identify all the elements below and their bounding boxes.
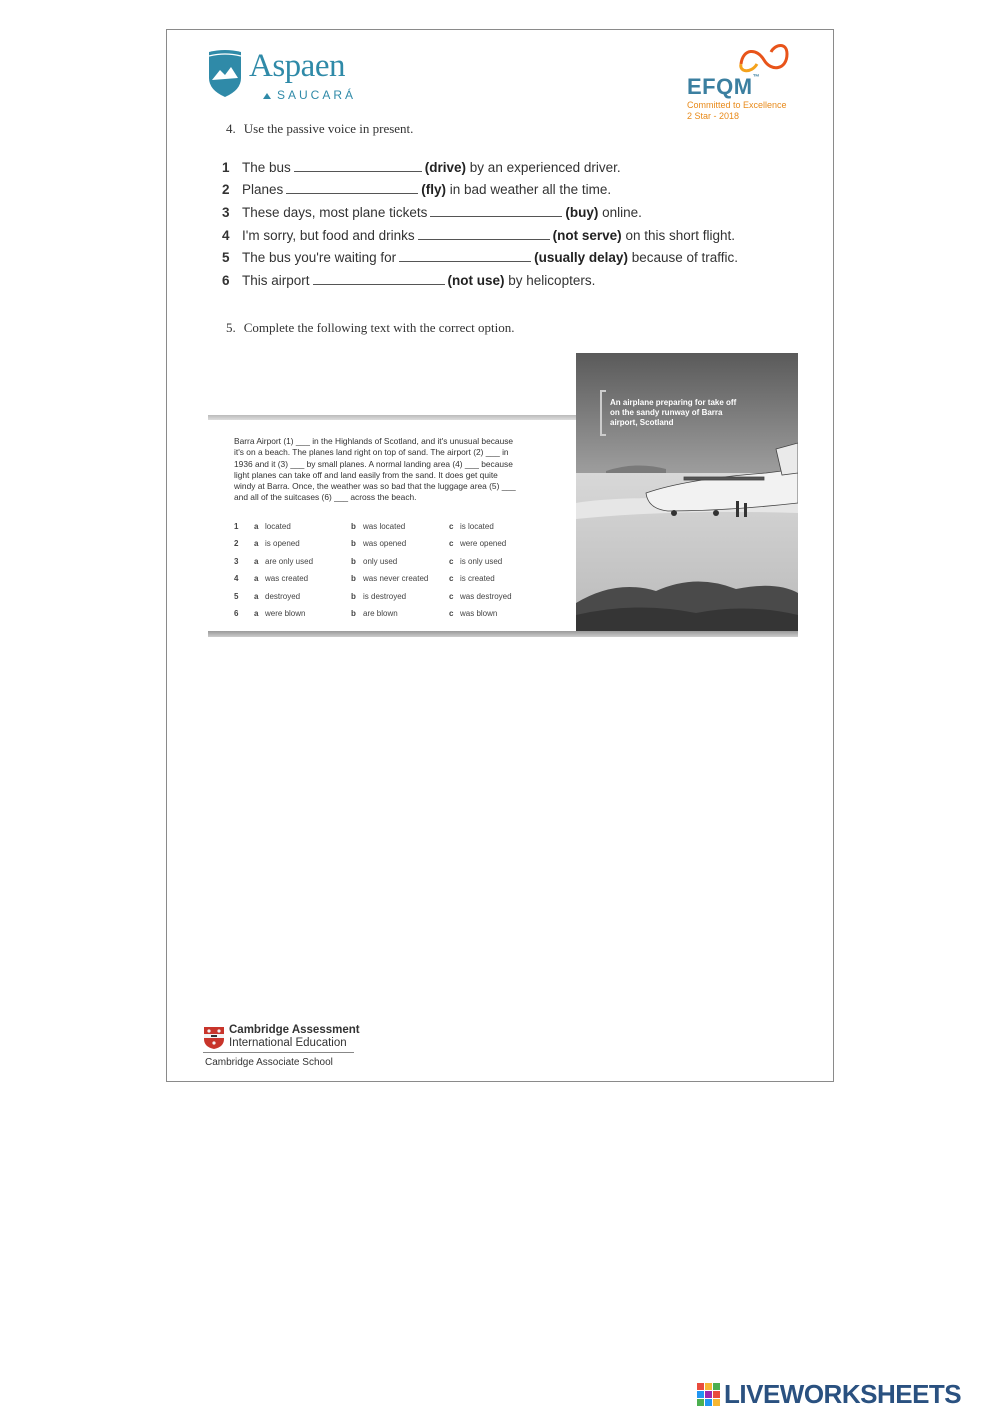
option-letter: b — [351, 591, 356, 601]
airplane-photo — [576, 353, 798, 637]
exercise-4-item — [222, 250, 738, 265]
option-b[interactable]: only used — [363, 556, 398, 566]
passage-line: windy at Barra. Once, the weather was so bad that the luggage area (5) ___ — [234, 481, 516, 492]
option-letter: b — [351, 556, 356, 566]
option-letter: a — [254, 574, 259, 584]
option-letter: a — [254, 522, 259, 531]
option-a[interactable]: are only used — [265, 556, 314, 566]
crest-icon — [203, 1026, 225, 1050]
verb-hint: (not use) — [447, 273, 505, 288]
passage-line: light planes can take off and land easily from the sand. It does get quite — [234, 469, 498, 480]
verb-hint: (not serve) — [552, 228, 622, 243]
option-letter: c — [449, 591, 454, 601]
answer-blank[interactable] — [286, 182, 418, 194]
answer-blank[interactable] — [418, 228, 550, 240]
barra-passage — [234, 436, 574, 504]
divider — [208, 631, 798, 637]
item-text: The bus you're waiting for — [242, 250, 397, 265]
exercise-4-instruction: 4. Use the passive voice in present. — [226, 121, 414, 136]
exercise-4-item — [222, 160, 621, 175]
option-letter: a — [254, 608, 259, 618]
option-c[interactable]: is created — [460, 574, 495, 584]
answer-blank[interactable] — [294, 160, 422, 172]
efqm-logo — [687, 38, 817, 128]
answer-blank[interactable] — [430, 205, 562, 217]
exercise-5-figure — [208, 353, 798, 639]
item-number: 5 — [222, 250, 230, 265]
passage-line: and all of the suitcases (6) ___ across the beach. — [234, 492, 417, 503]
passage-line: it's on a beach. The planes land right on top of sand. The airport (2) ___ in — [234, 447, 509, 458]
item-text: Planes — [242, 182, 284, 197]
brand-name: LIVEWORKSHEETS — [724, 1379, 962, 1409]
option-c[interactable]: was blown — [460, 608, 498, 618]
item-text: This airport — [242, 273, 310, 288]
option-a[interactable]: was created — [265, 574, 309, 584]
caption-bracket — [600, 390, 606, 436]
cambridge-school-type: Cambridge Associate School — [205, 1057, 333, 1068]
option-b[interactable]: was located — [363, 522, 406, 531]
option-row — [234, 609, 584, 626]
option-c[interactable]: is only used — [460, 556, 503, 566]
option-b[interactable]: was never created — [363, 574, 429, 584]
photo-caption: An airplane preparing for take off on the sandy runway of Barra airport, Scotland — [610, 398, 737, 427]
item-text: The bus — [242, 160, 291, 175]
cambridge-logo — [203, 1024, 363, 1074]
aspaen-logo — [207, 48, 407, 108]
item-text: because of traffic. — [627, 250, 739, 265]
item-number: 2 — [222, 182, 230, 197]
worksheet-page — [166, 29, 834, 1082]
option-row — [234, 557, 584, 574]
item-text: I'm sorry, but food and drinks — [242, 228, 415, 243]
efqm-tagline: Committed to Excellence — [687, 100, 787, 110]
option-letter: c — [449, 539, 454, 549]
answer-options — [234, 522, 584, 626]
option-c[interactable]: is located — [460, 522, 494, 531]
verb-hint: (usually delay) — [534, 250, 628, 265]
item-number: 1 — [222, 160, 230, 175]
item-text: by an experienced driver. — [466, 160, 621, 175]
option-b[interactable]: was opened — [363, 539, 407, 549]
option-letter: a — [254, 539, 259, 549]
answer-blank[interactable] — [313, 273, 445, 285]
efqm-name: EFQM™ — [687, 74, 761, 99]
passage-line: Barra Airport (1) ___ in the Highlands of Scotland, and it's unusual because — [234, 436, 514, 446]
option-b[interactable]: is destroyed — [363, 591, 407, 601]
option-a[interactable]: destroyed — [265, 591, 301, 601]
option-row — [234, 592, 584, 609]
option-c[interactable]: were opened — [460, 539, 507, 549]
exercise-4-item — [222, 182, 611, 197]
item-number: 3 — [222, 205, 230, 220]
option-letter: a — [254, 556, 259, 566]
item-number: 4 — [222, 228, 230, 243]
exercise-4-item — [222, 273, 595, 288]
item-text: in bad weather all the time. — [446, 182, 612, 197]
option-letter: c — [449, 574, 454, 584]
option-a[interactable]: is opened — [265, 539, 300, 549]
option-number: 6 — [234, 608, 239, 618]
option-letter: b — [351, 522, 356, 531]
shield-icon — [207, 48, 243, 98]
verb-hint: (fly) — [421, 182, 447, 197]
option-letter: b — [351, 539, 356, 549]
item-text: by helicopters. — [504, 273, 596, 288]
verb-hint: (drive) — [424, 160, 467, 175]
liveworksheets-logo — [697, 1379, 997, 1413]
item-text: These days, most plane tickets — [242, 205, 428, 220]
option-letter: b — [351, 574, 356, 584]
option-row — [234, 539, 584, 556]
option-row — [234, 574, 584, 591]
divider — [208, 415, 588, 420]
passage-line: 1936 and it (3) ___ by small planes. A normal landing area (4) ___ because — [234, 458, 513, 469]
option-letter: a — [254, 591, 259, 601]
option-c[interactable]: was destroyed — [460, 591, 512, 601]
option-number: 3 — [234, 556, 239, 566]
option-number: 2 — [234, 539, 239, 549]
efqm-rating: 2 Star - 2018 — [687, 111, 740, 121]
option-number: 4 — [234, 574, 239, 584]
divider — [203, 1052, 354, 1053]
option-a[interactable]: located — [265, 522, 291, 531]
exercise-4-item — [222, 228, 735, 243]
exercise-4-item — [222, 205, 642, 220]
option-row — [234, 522, 584, 539]
cambridge-title: Cambridge Assessment — [229, 1024, 360, 1036]
verb-hint: (buy) — [565, 205, 599, 220]
cambridge-subtitle: International Education — [229, 1037, 347, 1049]
school-subname: SAUCARÁ — [277, 88, 357, 102]
item-text: online. — [598, 205, 642, 220]
option-number: 1 — [234, 522, 239, 531]
liveworksheets-icon — [697, 1383, 721, 1407]
school-name: Aspaen — [249, 48, 345, 84]
answer-blank[interactable] — [399, 250, 531, 262]
option-letter: c — [449, 522, 454, 531]
option-b[interactable]: are blown — [363, 608, 398, 618]
exercise-5-instruction: 5. Complete the following text with the correct option. — [226, 320, 515, 335]
option-letter: c — [449, 556, 454, 566]
item-number: 6 — [222, 273, 230, 288]
item-text: on this short flight. — [621, 228, 735, 243]
option-letter: b — [351, 608, 356, 618]
option-number: 5 — [234, 591, 239, 601]
mountain-icon — [263, 93, 271, 99]
option-letter: c — [449, 608, 454, 618]
option-a[interactable]: were blown — [265, 608, 306, 618]
infinity-icon — [735, 38, 793, 78]
